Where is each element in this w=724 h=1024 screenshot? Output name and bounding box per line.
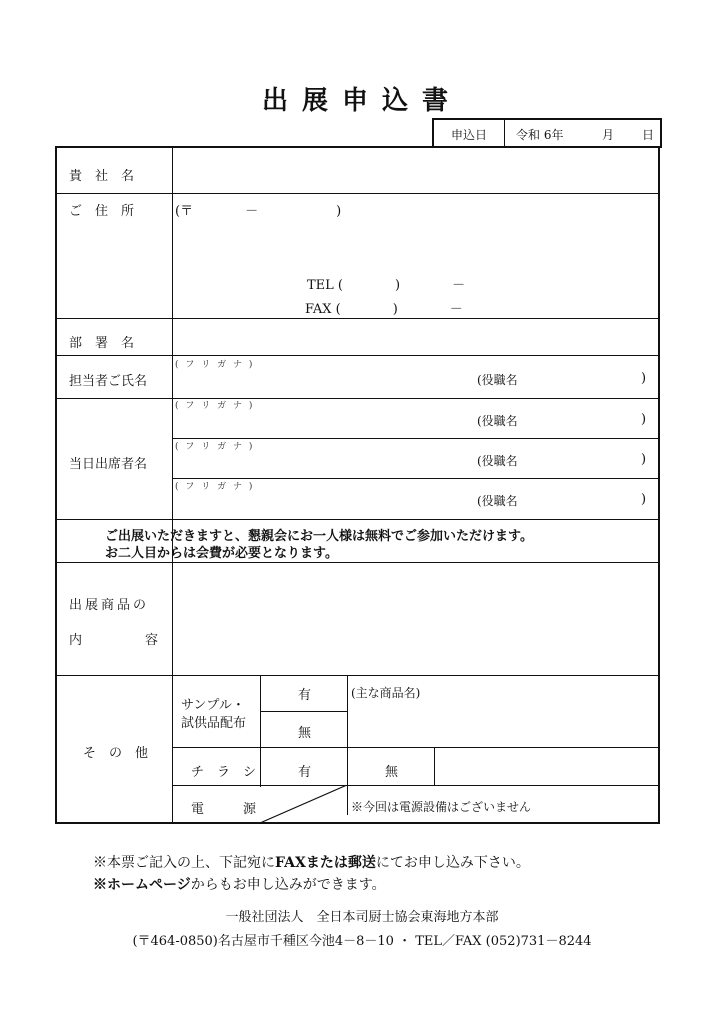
application-form (55, 146, 660, 824)
furigana-label: ( フ リ ガ ナ ) (175, 442, 255, 452)
application-date-box (432, 118, 662, 148)
main-products-label: (主な商品名) (351, 686, 421, 700)
sample-label-1: サンプル・ (181, 698, 245, 713)
date-month: 月 (602, 128, 615, 142)
position-label: (役職名 (477, 454, 518, 468)
company-label-text: 貴 社 名 (69, 169, 135, 184)
notice-line-2: お二人目からは会費が必要となります。 (105, 546, 338, 561)
postal-code-field[interactable]: (〒 － ) (175, 204, 342, 219)
date-label: 申込日 (434, 120, 505, 148)
row-line (57, 318, 658, 319)
address-label: ご 住 所 (69, 204, 135, 219)
footer-instruction-1 (93, 852, 530, 872)
footer-instruction-1c: にてお申し込み下さい。 (375, 855, 530, 871)
diagonal-stroke (260, 785, 347, 823)
furigana-label: ( フ リ ガ ナ ) (175, 482, 255, 492)
contact-name-label: 担当者ご氏名 (69, 374, 148, 389)
col-divider (260, 675, 261, 787)
date-era: 令和 6年 (516, 128, 564, 142)
footer-instruction-2a: ※ホームページ (93, 877, 191, 893)
sub-row-line (172, 747, 658, 748)
other-label: そ の 他 (83, 746, 149, 761)
row-line (57, 398, 658, 399)
sample-label-2: 試供品配布 (181, 716, 247, 731)
company-label (69, 165, 159, 184)
flyer-no-option[interactable]: 無 (385, 765, 399, 780)
position-close: ) (641, 412, 647, 427)
products-label-2b: 容 (145, 633, 159, 648)
page-title: 出展申込書 (261, 86, 462, 116)
organization-address: (〒464-0850)名古屋市千種区今池4－8－10 ・ TEL／FAX (052)731－8244 (132, 934, 592, 949)
products-label-1: 出展商品の (69, 598, 150, 613)
fax-field[interactable]: FAX ( ) － (305, 302, 463, 317)
row-line (57, 675, 658, 676)
notice-line-1: ご出展いただきますと、懇親会にお一人様は無料でご参加いただけます。 (105, 529, 533, 544)
position-label: (役職名 (477, 373, 518, 387)
products-label-2a: 内 (69, 633, 83, 648)
furigana-label: ( フ リ ガ ナ ) (175, 360, 255, 370)
sub-row-line (260, 711, 347, 712)
col-divider (434, 747, 435, 785)
position-close: ) (641, 492, 647, 507)
organization-name: 一般社団法人 全日本司厨士協会東海地方本部 (225, 910, 499, 925)
tel-field[interactable]: TEL ( ) － (307, 278, 466, 293)
sample-yes-option[interactable]: 有 (298, 688, 312, 703)
row-line (57, 562, 658, 563)
row-line (57, 193, 658, 194)
footer-instruction-2b: からもお申し込みができます。 (190, 877, 386, 893)
position-close: ) (641, 452, 647, 467)
position-label: (役職名 (477, 414, 518, 428)
row-line (57, 355, 658, 356)
footer-instruction-1a: ※本票ご記入の上、下記宛に (93, 855, 275, 871)
power-label: 電 源 (191, 802, 257, 817)
furigana-label: ( フ リ ガ ナ ) (175, 401, 255, 411)
flyer-label: チ ラ シ (191, 765, 257, 780)
date-day: 日 (642, 128, 655, 142)
footer-instruction-2 (93, 874, 386, 894)
footer-instruction-1b: FAXまたは郵送 (275, 855, 376, 871)
sample-no-option[interactable]: 無 (298, 726, 312, 741)
flyer-yes-option[interactable]: 有 (298, 765, 312, 780)
row-line (57, 519, 658, 520)
power-note: ※今回は電源設備はございません (351, 800, 532, 814)
attendees-label: 当日出席者名 (69, 457, 148, 472)
power-diagonal-line (260, 785, 348, 824)
position-close: ) (641, 371, 647, 386)
department-label: 部 署 名 (69, 336, 135, 351)
position-label: (役職名 (477, 494, 518, 508)
sub-row-line (172, 785, 658, 786)
